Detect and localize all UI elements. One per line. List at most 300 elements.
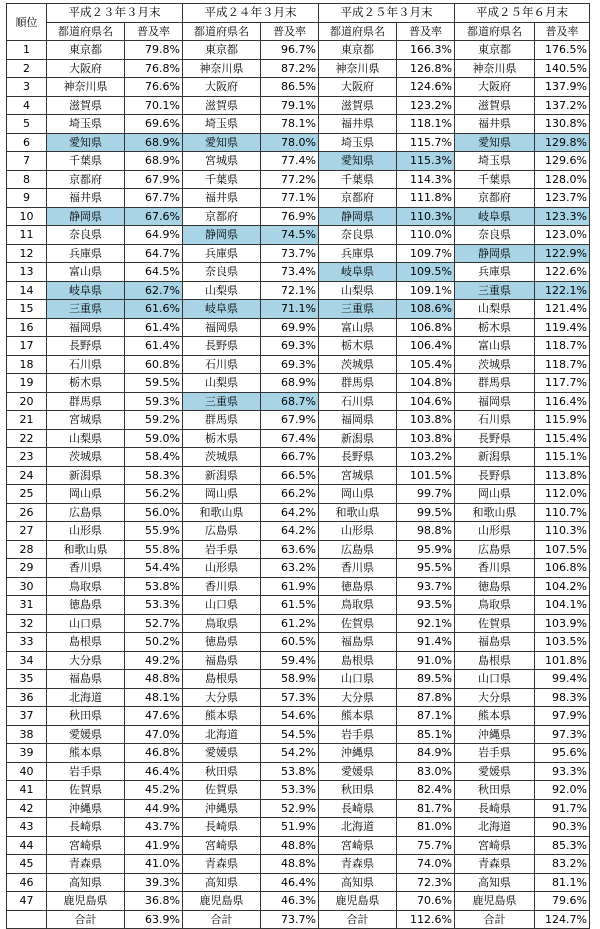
rank-cell: 26 [7,503,47,522]
prefecture-cell: 青森県 [455,855,535,874]
prefecture-cell: 鹿児島県 [183,892,261,911]
prefecture-cell: 福井県 [319,115,397,134]
rate-cell: 110.3% [397,207,455,226]
rate-cell: 83.0% [397,762,455,781]
prefecture-cell: 広島県 [319,540,397,559]
prefecture-cell: 宮崎県 [47,836,125,855]
prefecture-cell: 長崎県 [319,799,397,818]
prefecture-cell: 埼玉県 [47,115,125,134]
rate-cell: 54.2% [261,744,319,763]
prefecture-cell: 福井県 [455,115,535,134]
prefecture-cell: 新潟県 [183,466,261,485]
rate-cell: 95.6% [535,744,590,763]
prefecture-cell: 長崎県 [183,818,261,837]
rate-cell: 98.3% [535,688,590,707]
rate-column-header: 普及率 [397,22,455,41]
prefecture-cell: 広島県 [47,503,125,522]
rate-column-header: 普及率 [261,22,319,41]
prefecture-cell: 青森県 [319,855,397,874]
prefecture-cell: 岐阜県 [319,263,397,282]
prefecture-cell: 宮城県 [47,411,125,430]
rate-cell: 118.7% [535,355,590,374]
rank-cell: 23 [7,448,47,467]
prefecture-cell: 兵庫県 [47,244,125,263]
header-row-periods [7,4,590,23]
table-row [7,355,590,374]
prefecture-cell: 岩手県 [183,540,261,559]
rank-cell: 45 [7,855,47,874]
rate-cell: 77.2% [261,170,319,189]
rate-cell: 43.7% [125,818,183,837]
rate-cell: 46.4% [125,762,183,781]
prefecture-cell: 沖縄県 [319,744,397,763]
rate-cell: 36.8% [125,892,183,911]
prefecture-cell: 熊本県 [47,744,125,763]
rate-cell: 56.2% [125,485,183,504]
prefecture-cell: 宮崎県 [183,836,261,855]
prefecture-cell: 佐賀県 [183,781,261,800]
table-row [7,41,590,60]
prefecture-cell: 石川県 [455,411,535,430]
table-row [7,781,590,800]
rate-cell: 47.6% [125,707,183,726]
prefecture-cell: 沖縄県 [47,799,125,818]
rate-cell: 108.6% [397,300,455,319]
prefecture-cell: 佐賀県 [47,781,125,800]
prefecture-cell: 大分県 [455,688,535,707]
prefecture-cell: 熊本県 [455,707,535,726]
prefecture-cell: 愛媛県 [47,725,125,744]
prefecture-cell: 埼玉県 [455,152,535,171]
table-row [7,503,590,522]
rate-cell: 48.1% [125,688,183,707]
rank-cell: 9 [7,189,47,208]
prefecture-cell: 高知県 [455,873,535,892]
rate-cell: 122.1% [535,281,590,300]
rate-cell: 52.9% [261,799,319,818]
prefecture-cell: 徳島県 [319,577,397,596]
rate-cell: 48.8% [125,670,183,689]
prefecture-cell: 山口県 [183,596,261,615]
rate-cell: 93.3% [535,762,590,781]
rate-cell: 72.3% [397,873,455,892]
total-rank-cell [7,910,47,929]
rate-cell: 50.2% [125,633,183,652]
prefecture-cell: 静岡県 [183,226,261,245]
rate-cell: 55.8% [125,540,183,559]
prefecture-cell: 滋賀県 [455,96,535,115]
prefecture-cell: 三重県 [319,300,397,319]
rate-cell: 103.8% [397,429,455,448]
prefecture-cell: 京都府 [183,207,261,226]
prefecture-cell: 群馬県 [319,374,397,393]
prefecture-cell: 埼玉県 [319,133,397,152]
rate-cell: 64.5% [125,263,183,282]
prefecture-cell: 岐阜県 [47,281,125,300]
rate-cell: 64.7% [125,244,183,263]
prefecture-cell: 新潟県 [455,448,535,467]
pref-column-header: 都道府県名 [319,22,397,41]
rate-cell: 78.0% [261,133,319,152]
prefecture-cell: 富山県 [47,263,125,282]
prefecture-cell: 広島県 [455,540,535,559]
prefecture-cell: 岡山県 [47,485,125,504]
prefecture-cell: 秋田県 [319,781,397,800]
rate-column-header: 普及率 [125,22,183,41]
prefecture-cell: 高知県 [319,873,397,892]
prefecture-cell: 三重県 [47,300,125,319]
rate-cell: 67.7% [125,189,183,208]
rate-cell: 67.9% [261,411,319,430]
rate-cell: 41.0% [125,855,183,874]
prefecture-cell: 石川県 [183,355,261,374]
prefecture-cell: 兵庫県 [183,244,261,263]
rate-cell: 79.8% [125,41,183,60]
table-row [7,651,590,670]
rate-cell: 53.3% [261,781,319,800]
prefecture-cell: 千葉県 [455,170,535,189]
prefecture-cell: 愛媛県 [183,744,261,763]
prefecture-cell: 広島県 [183,522,261,541]
table-row [7,540,590,559]
rank-cell: 37 [7,707,47,726]
rate-cell: 48.8% [261,836,319,855]
prefecture-cell: 鳥取県 [47,577,125,596]
rate-cell: 64.2% [261,503,319,522]
rate-cell: 59.2% [125,411,183,430]
rank-cell: 47 [7,892,47,911]
table-row [7,337,590,356]
rate-cell: 121.4% [535,300,590,319]
rate-cell: 64.9% [125,226,183,245]
table-row [7,226,590,245]
prefecture-cell: 鳥取県 [319,596,397,615]
rate-cell: 106.8% [535,559,590,578]
rank-header: 順位 [7,4,47,41]
rank-cell: 12 [7,244,47,263]
prefecture-cell: 栃木県 [455,318,535,337]
rate-cell: 72.1% [261,281,319,300]
prefecture-cell: 山形県 [47,522,125,541]
rate-cell: 103.9% [535,614,590,633]
prefecture-cell: 石川県 [47,355,125,374]
rate-cell: 122.6% [535,263,590,282]
prefecture-cell: 静岡県 [319,207,397,226]
rate-cell: 117.7% [535,374,590,393]
prefecture-cell: 神奈川県 [455,59,535,78]
table-row [7,448,590,467]
table-row [7,559,590,578]
prefecture-cell: 徳島県 [183,633,261,652]
prefecture-cell: 山形県 [183,559,261,578]
rate-cell: 97.9% [535,707,590,726]
prefecture-cell: 茨城県 [183,448,261,467]
rate-cell: 137.9% [535,78,590,97]
rate-cell: 128.0% [535,170,590,189]
prefecture-cell: 熊本県 [319,707,397,726]
prefecture-cell: 新潟県 [319,429,397,448]
rate-cell: 115.7% [397,133,455,152]
table-row [7,152,590,171]
prefecture-cell: 石川県 [319,392,397,411]
rate-cell: 59.0% [125,429,183,448]
rate-cell: 44.9% [125,799,183,818]
prefecture-cell: 神奈川県 [183,59,261,78]
rate-cell: 66.5% [261,466,319,485]
rate-cell: 101.8% [535,651,590,670]
prefecture-cell: 群馬県 [47,392,125,411]
prefecture-cell: 京都府 [319,189,397,208]
rate-cell: 67.4% [261,429,319,448]
prefecture-cell: 長野県 [47,337,125,356]
prefecture-cell: 鹿児島県 [319,892,397,911]
prefecture-cell: 千葉県 [319,170,397,189]
rate-cell: 123.2% [397,96,455,115]
prefecture-cell: 山梨県 [47,429,125,448]
prefecture-cell: 奈良県 [319,226,397,245]
prefecture-cell: 大阪府 [319,78,397,97]
rank-cell: 8 [7,170,47,189]
table-row [7,892,590,911]
rate-cell: 48.8% [261,855,319,874]
rate-cell: 111.8% [397,189,455,208]
rate-cell: 58.4% [125,448,183,467]
rate-cell: 70.1% [125,96,183,115]
rate-cell: 76.9% [261,207,319,226]
rate-cell: 105.4% [397,355,455,374]
rate-cell: 110.7% [535,503,590,522]
prefecture-cell: 福岡県 [455,392,535,411]
rate-cell: 129.8% [535,133,590,152]
table-row [7,429,590,448]
rank-cell: 3 [7,78,47,97]
prefecture-cell: 和歌山県 [47,540,125,559]
rank-cell: 19 [7,374,47,393]
prefecture-cell: 宮崎県 [455,836,535,855]
total-rate: 112.6% [397,910,455,929]
prefecture-cell: 滋賀県 [47,96,125,115]
rate-cell: 61.4% [125,337,183,356]
rate-cell: 140.5% [535,59,590,78]
rate-cell: 116.4% [535,392,590,411]
rate-cell: 176.5% [535,41,590,60]
rate-cell: 104.2% [535,577,590,596]
table-row [7,78,590,97]
prefecture-cell: 福岡県 [319,411,397,430]
prefecture-cell: 長崎県 [47,818,125,837]
rank-cell: 22 [7,429,47,448]
prefecture-cell: 山口県 [47,614,125,633]
prefecture-cell: 埼玉県 [183,115,261,134]
prefecture-cell: 高知県 [183,873,261,892]
prefecture-cell: 三重県 [455,281,535,300]
prefecture-cell: 青森県 [47,855,125,874]
table-row [7,522,590,541]
table-row [7,688,590,707]
rate-cell: 113.8% [535,466,590,485]
rate-cell: 58.9% [261,670,319,689]
rate-cell: 59.5% [125,374,183,393]
rate-cell: 53.3% [125,596,183,615]
rate-cell: 46.8% [125,744,183,763]
rank-cell: 17 [7,337,47,356]
rate-cell: 103.2% [397,448,455,467]
rate-cell: 61.2% [261,614,319,633]
rate-cell: 99.5% [397,503,455,522]
rate-cell: 77.1% [261,189,319,208]
prefecture-cell: 宮崎県 [319,836,397,855]
rate-cell: 87.1% [397,707,455,726]
rate-cell: 99.7% [397,485,455,504]
table-row [7,281,590,300]
prefecture-cell: 栃木県 [47,374,125,393]
prefecture-cell: 群馬県 [455,374,535,393]
prefecture-cell: 山梨県 [455,300,535,319]
prefecture-cell: 和歌山県 [319,503,397,522]
table-row [7,170,590,189]
prefecture-cell: 高知県 [47,873,125,892]
pref-column-header: 都道府県名 [183,22,261,41]
prefecture-cell: 福島県 [455,633,535,652]
prefecture-cell: 愛知県 [183,133,261,152]
prefecture-cell: 山口県 [455,670,535,689]
rate-cell: 79.6% [535,892,590,911]
prefecture-cell: 長崎県 [455,799,535,818]
prefecture-cell: 神奈川県 [47,78,125,97]
rate-cell: 85.3% [535,836,590,855]
prefecture-cell: 福島県 [319,633,397,652]
rank-cell: 2 [7,59,47,78]
rate-cell: 95.5% [397,559,455,578]
prefecture-cell: 福島県 [47,670,125,689]
prefecture-cell: 山梨県 [183,374,261,393]
rate-cell: 123.3% [535,207,590,226]
prefecture-cell: 東京都 [319,41,397,60]
prefecture-cell: 福岡県 [183,318,261,337]
prefecture-cell: 秋田県 [47,707,125,726]
prefecture-cell: 奈良県 [183,263,261,282]
rate-column-header: 普及率 [535,22,590,41]
rate-cell: 54.6% [261,707,319,726]
prefecture-cell: 青森県 [183,855,261,874]
rank-cell: 34 [7,651,47,670]
prefecture-cell: 新潟県 [47,466,125,485]
rate-cell: 61.4% [125,318,183,337]
rate-cell: 84.9% [397,744,455,763]
rate-cell: 86.5% [261,78,319,97]
prefecture-cell: 愛知県 [47,133,125,152]
prefecture-cell: 島根県 [47,633,125,652]
table-row [7,300,590,319]
table-row [7,59,590,78]
rate-cell: 64.2% [261,522,319,541]
rank-cell: 32 [7,614,47,633]
rate-cell: 115.1% [535,448,590,467]
prefecture-cell: 島根県 [319,651,397,670]
pref-column-header: 都道府県名 [47,22,125,41]
prefecture-cell: 兵庫県 [319,244,397,263]
rate-cell: 67.6% [125,207,183,226]
rank-cell: 46 [7,873,47,892]
rate-cell: 122.9% [535,244,590,263]
rank-cell: 20 [7,392,47,411]
rank-cell: 29 [7,559,47,578]
table-row [7,115,590,134]
rate-cell: 79.1% [261,96,319,115]
prefecture-cell: 兵庫県 [455,263,535,282]
total-rate: 63.9% [125,910,183,929]
rank-cell: 24 [7,466,47,485]
prefecture-cell: 岩手県 [47,762,125,781]
rate-cell: 109.1% [397,281,455,300]
prefecture-cell: 沖縄県 [455,725,535,744]
prefecture-cell: 佐賀県 [455,614,535,633]
table-row [7,318,590,337]
prefecture-cell: 長野県 [455,466,535,485]
rate-cell: 66.2% [261,485,319,504]
table-body [7,41,590,911]
table-row [7,577,590,596]
prefecture-cell: 福井県 [183,189,261,208]
rate-cell: 92.0% [535,781,590,800]
period-header-1: 平成２３年３月末 [47,4,183,23]
prefecture-cell: 静岡県 [47,207,125,226]
rank-cell: 27 [7,522,47,541]
rate-cell: 73.7% [261,244,319,263]
rate-cell: 52.7% [125,614,183,633]
prefecture-cell: 北海道 [455,818,535,837]
period-header-2: 平成２４年３月末 [183,4,319,23]
rate-cell: 54.4% [125,559,183,578]
prefecture-cell: 愛知県 [455,133,535,152]
rate-cell: 62.7% [125,281,183,300]
prefecture-cell: 福島県 [183,651,261,670]
rate-cell: 109.5% [397,263,455,282]
rate-cell: 81.1% [535,873,590,892]
rate-cell: 60.5% [261,633,319,652]
rank-cell: 42 [7,799,47,818]
rate-cell: 93.7% [397,577,455,596]
prefecture-cell: 神奈川県 [319,59,397,78]
rate-cell: 68.9% [125,133,183,152]
rate-cell: 71.1% [261,300,319,319]
prefecture-cell: 香川県 [183,577,261,596]
prefecture-cell: 鳥取県 [183,614,261,633]
rank-cell: 15 [7,300,47,319]
prefecture-cell: 三重県 [183,392,261,411]
rate-cell: 123.0% [535,226,590,245]
rate-cell: 119.4% [535,318,590,337]
rank-cell: 35 [7,670,47,689]
prefecture-cell: 山梨県 [183,281,261,300]
rate-cell: 103.5% [535,633,590,652]
total-label: 合計 [183,910,261,929]
rate-cell: 107.5% [535,540,590,559]
prefecture-cell: 岩手県 [319,725,397,744]
total-row [7,910,590,929]
rate-cell: 87.2% [261,59,319,78]
rate-cell: 74.0% [397,855,455,874]
rank-cell: 33 [7,633,47,652]
rate-cell: 110.0% [397,226,455,245]
rate-cell: 104.6% [397,392,455,411]
rate-cell: 51.9% [261,818,319,837]
rate-cell: 55.9% [125,522,183,541]
prefecture-cell: 栃木県 [183,429,261,448]
rate-cell: 76.8% [125,59,183,78]
rank-cell: 13 [7,263,47,282]
rate-cell: 63.2% [261,559,319,578]
